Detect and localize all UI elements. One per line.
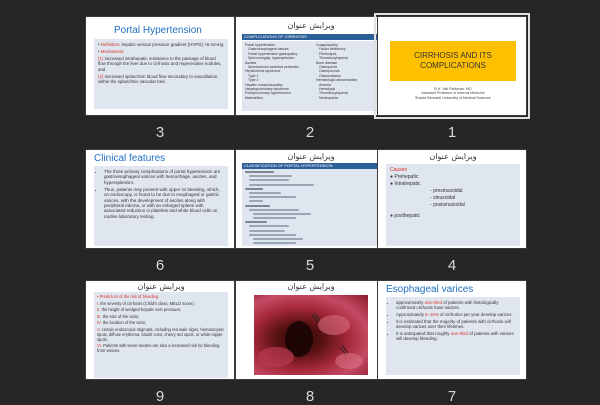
slide-4-causes-label: Causes [390,167,407,173]
slide-6-content [94,166,228,246]
slide-5-canvas [235,149,385,249]
slide-4-item: ● Prehepatic [390,174,419,180]
slide-7-title: Esophageal varices [386,284,474,295]
slide-2-content [242,41,378,111]
slide-5-header: CLASSIFICATION OF PORTAL HYPERTENSION [242,163,378,169]
slide-9-item: V. certain endoscopic stigmata, including red wale signs, hematocystic spots, diffuse erythema, bluish color, cherry red spots, or white-nipple spots. [97,326,225,342]
slide-6-bullet: • Thus, patients may present with upper GI bleeding, which, on endoscopy, is found to be due to esophageal or gastric varices, with the development of ascites along with peripheral edema, or with an enlarged spleen with associated reduction in platelets and white blood cells on routine laboratory testing. [104,187,224,219]
slide-3-bullet: • Definition: hepatic venous pressure gradient (HVPG) >5 mmHg [98,42,224,47]
slide-6-canvas [85,149,235,249]
slide-number-3: 3 [155,124,165,141]
endoscopy-image [254,295,368,375]
slide-4-subitem: - postsinusoidal [430,202,465,208]
slide-4-item: ● posthepatic [390,213,420,219]
slide-9-item: III. the size of the varix; [97,313,140,319]
slide-7-canvas [377,280,527,380]
slide-1-canvas [377,16,527,116]
slide-5-title: ویرایش عنوان [287,152,335,161]
slide-7-bullet: • Approximately 5–15% of cirrhotics per year develop varices. [396,312,516,317]
slide-2-left-column: Portal hypertension Gastroesophageal varices Portal hypertensive gastropathy Splenomegaly, hypersplenism Ascites Spontaneous bacterial peritonitis Hepatorenal syndrome Type 1 Type 2 Hepatic encephalopathy Hepatopulmonary syndrome Portopulmonary hypertension Malnutrition [245,43,299,100]
slide-3-canvas [85,16,235,116]
slide-7-content [386,297,520,375]
slide-number-1: 1 [447,124,457,141]
slide-9-item: II. the height of wedged-hepatic vein pressure; [97,307,181,312]
slide-4-content [386,164,520,246]
slide-2-right-column: Coagulopathy Factor deficiency Fibrinolysis Thrombocytopenia Bone disease Osteopenia Osteoporosis Osteomalacia Hematologic abnormalities Anemia Hemolysis Thrombocytopenia Neutropenia [316,43,358,100]
slide-4-canvas [377,149,527,249]
slide-number-6: 6 [155,257,165,274]
slide-9-item: I. the severity of cirrhosis (Child's class, MELD score); [97,300,195,306]
slide-1-author-block [378,87,527,100]
slide-number-4: 4 [447,257,457,274]
slide-9-content [94,292,228,378]
slide-5-text-lines [245,171,317,246]
slide-4-subitem: - presinusoidal [430,188,463,194]
slide-3-bullet: (2) increased splanchnic blood flow secondary to vasodilation within the splanchnic vascular bed. [98,73,218,84]
slide-3-title: Portal Hypertension [114,25,202,36]
slide-2-header: COMPLICATIONS OF CIRRHOSIS [242,34,378,40]
slide-9-item: VI. Patients with tense ascites are also a increased risk for bleeding from varices. [97,343,220,353]
slide-number-5: 5 [305,257,315,274]
slide-number-2: 2 [305,124,315,141]
slide-1-university: Shahid Beheshti University of Medical Sciences [415,95,491,100]
slide-1-title: CIRRHOSIS AND ITS COMPLICATIONS [414,51,492,70]
endoscopy-image-graphic [254,295,368,375]
slide-9-item: IV. the location of the varix; [97,320,147,325]
slide-7-bullet: • it is estimated that the majority of patients with cirrhosis will develop varices over their lifetimes. [396,319,516,330]
slide-4-subitem: - sinusoidal [430,195,456,201]
slide-6-bullet: • The three primary complications of portal hypertension are gastroesophageal varices with hemorrhage, ascites, and hypersplenism. [104,169,224,185]
slide-7-bullet: • approximately one-third of patients with histologically confirmed cirrhosis have varices. [396,300,516,311]
slide-2-title: ویرایش عنوان [287,21,335,30]
slide-3-content [94,39,228,109]
slide-6-title: Clinical features [94,153,166,164]
slide-1-affiliation: Assistant Professor of Internal Medicine [421,91,485,96]
slide-number-8: 8 [305,388,315,405]
slide-1-author: B.H. Vali Pahlavan, MD [434,87,472,91]
slide-1-title-banner [390,41,516,81]
slide-3-bullet: (1) increased intrahepatic resistance to the passage of blood flow through the liver due to cirrhosis and regenerative nodules, and [98,55,222,72]
slide-8-title: ویرایش عنوان [287,282,335,291]
slide-9-title: ویرایش عنوان [137,282,185,291]
slide-2-canvas [235,16,385,116]
slide-8-canvas [235,280,385,380]
slide-7-bullet: • It is anticipated that roughly one-third of patients with varices will develop bleeding. [396,331,516,342]
slide-5-content [242,169,378,246]
slide-number-7: 7 [447,388,457,405]
slide-number-9: 9 [155,388,165,405]
slide-4-item: ● Intrahepatic [390,181,421,187]
slide-9-heading: • Predictors of the risk of bleeding [97,294,159,299]
slide-3-bullet: • Mechanism: [98,48,125,54]
slide-4-title: ویرایش عنوان [429,152,477,161]
slide-9-canvas [85,280,235,380]
